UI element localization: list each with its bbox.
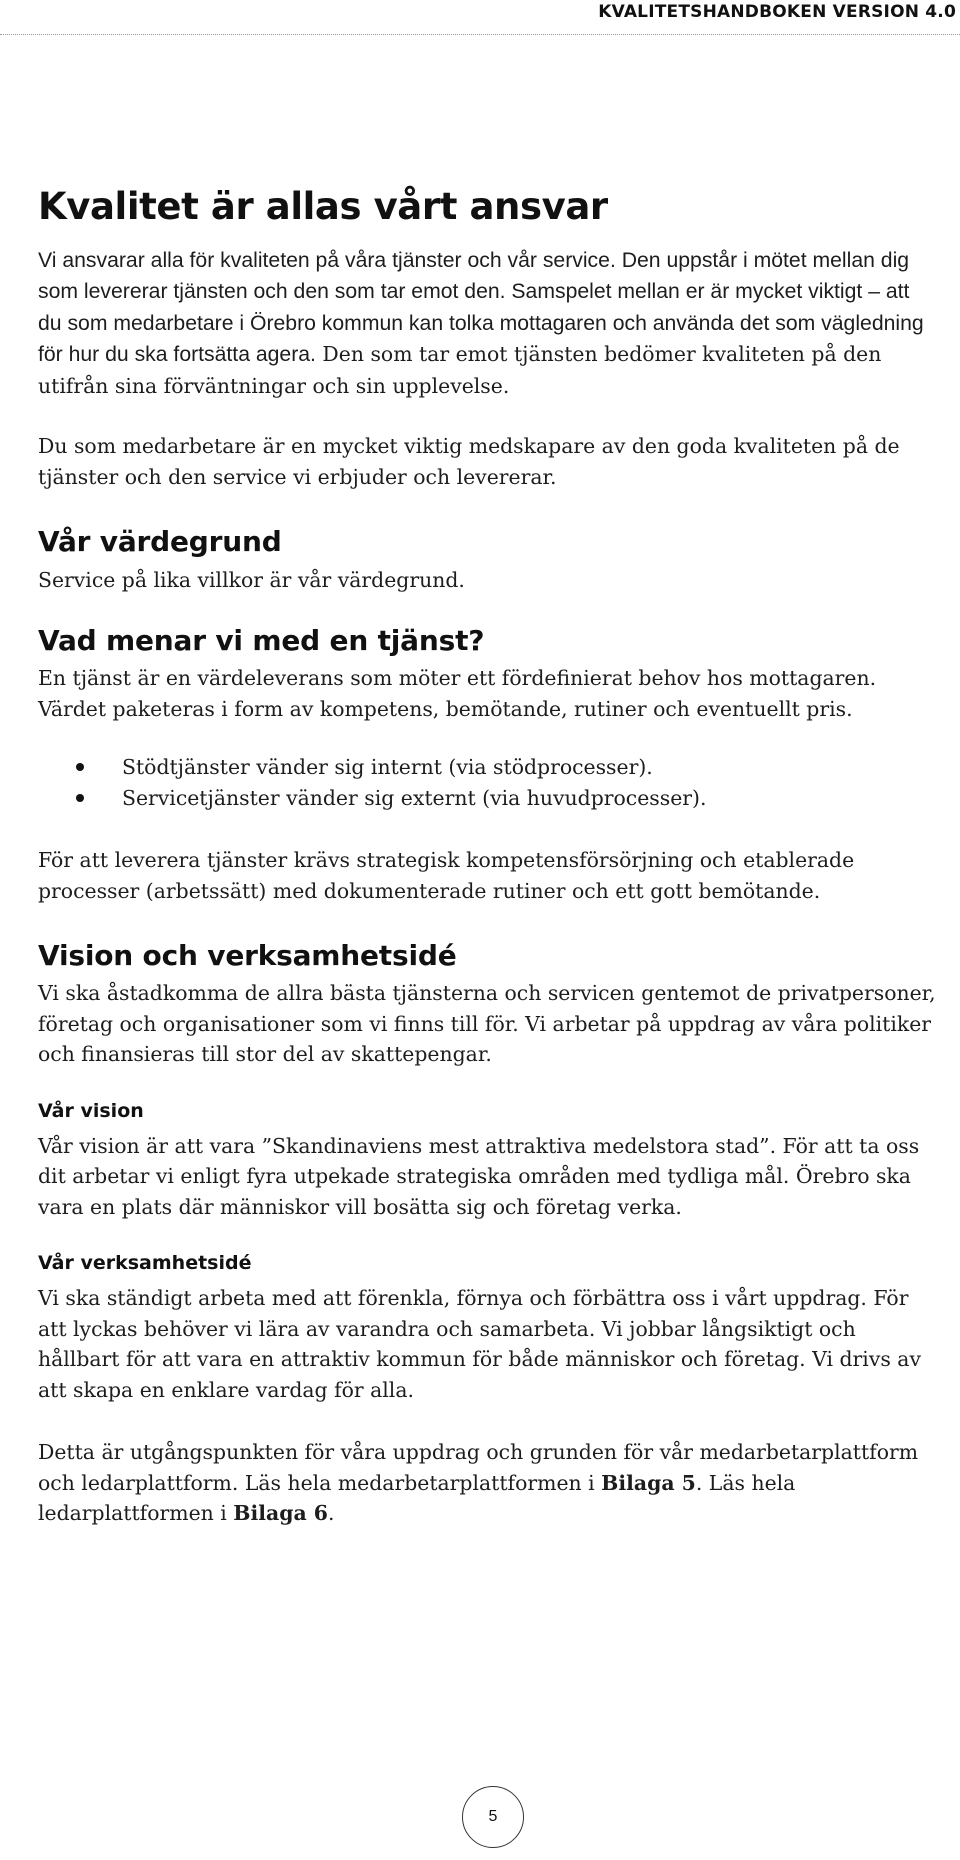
- list-item: [38, 783, 938, 814]
- section-heading-service: Vad menar vi med en tjänst?: [38, 624, 485, 658]
- our-vision-paragraph: Vår vision är att vara ”Skandinaviens mest attraktiva medelstora stad”. För att ta oss dit arbetar vi enligt fyra utpekade strategiska områden med tydliga mål. Örebro ska vara en plats där människor vill bosätta sig och företag verka.: [38, 1133, 920, 1219]
- service-paragraph: En tjänst är en värdeleverans som möter ett fördefinierat behov hos mottagaren. Värdet paketeras i form av kompetens, bemötande, rutiner och eventuellt pris.: [38, 666, 877, 721]
- list-item: [38, 752, 938, 783]
- quality-paragraph-2: Du som medarbetare är en mycket viktig medskapare av den goda kvaliteten på de tjänster och den service vi erbjuder och levererar.: [38, 434, 900, 489]
- page-content: [38, 185, 938, 1529]
- section-heading-values: Vår värdegrund: [38, 525, 282, 559]
- subheading-business-idea: Vår verksamhetsidé: [38, 1252, 252, 1275]
- quality-intro-paragraph: [38, 245, 938, 402]
- service-paragraph-2: För att leverera tjänster krävs strategisk kompetensförsörjning och etablerade processer (arbetssätt) med dokumenterade rutiner och ett gott bemötande.: [38, 848, 855, 903]
- closing-text-3: .: [327, 1501, 335, 1525]
- bullet-icon: [76, 794, 84, 802]
- values-text: Service på lika villkor är vår värdegrund.: [38, 567, 465, 592]
- closing-text-2: . Läs hela ledarplattformen i: [38, 1470, 796, 1525]
- bullet-icon: [76, 763, 84, 771]
- service-bullet-list: [38, 752, 938, 813]
- quality-intro-sans-text: Vi ansvarar alla för kvaliteten på våra tjänster och vår service. Den uppstår i mötet mellan dig som levererar tjänsten och den som tar emot den. Samspelet mellan er är mycket viktigt – att du som medarbetare i Örebro kommun kan tolka mottagaren och använda det som vägledning för hur du ska fortsätta agera.: [38, 248, 924, 367]
- closing-text-1: Detta är utgångspunkten för våra uppdrag och grunden för vår medarbetarplattform och ledarplattform. Läs hela medarbetarplattformen i: [38, 1440, 919, 1495]
- page-number: 5: [462, 1786, 524, 1848]
- appendix-5-reference: Bilaga 5: [601, 1470, 696, 1495]
- vision-intro-paragraph: Vi ska åstadkomma de allra bästa tjänsterna och servicen gentemot de privatpersoner, företag och organisationer som vi finns till för. Vi arbetar på uppdrag av våra politiker och finansieras till stor del av skattepengar.: [38, 981, 936, 1067]
- section-heading-quality: Kvalitet är allas vårt ansvar: [38, 185, 608, 228]
- quality-intro-serif-text: Den som tar emot tjänsten bedömer kvaliteten på den utifrån sina förväntningar och sin upplevelse.: [38, 342, 882, 398]
- subheading-our-vision: Vår vision: [38, 1099, 144, 1122]
- appendix-6-reference: Bilaga 6: [233, 1501, 328, 1525]
- document-title: KVALITETSHANDBOKEN VERSION 4.0: [598, 2, 956, 22]
- business-idea-paragraph: Vi ska ständigt arbeta med att förenkla, förnya och förbättra oss i vårt uppdrag. För att lyckas behöver vi lära av varandra och samarbeta. Vi jobbar långsiktigt och hållbart för att vara en attraktiv kommun för både människor och företag. Vi drivs av att skapa en enklare vardag för alla.: [38, 1286, 921, 1402]
- section-heading-vision: Vision och verksamhetsidé: [38, 939, 457, 973]
- list-item-text: Servicetjänster vänder sig externt (via huvudprocesser).: [122, 785, 707, 810]
- list-item-text: Stödtjänster vänder sig internt (via stödprocesser).: [122, 755, 653, 780]
- closing-paragraph: [38, 1437, 938, 1529]
- page-header: [0, 0, 960, 35]
